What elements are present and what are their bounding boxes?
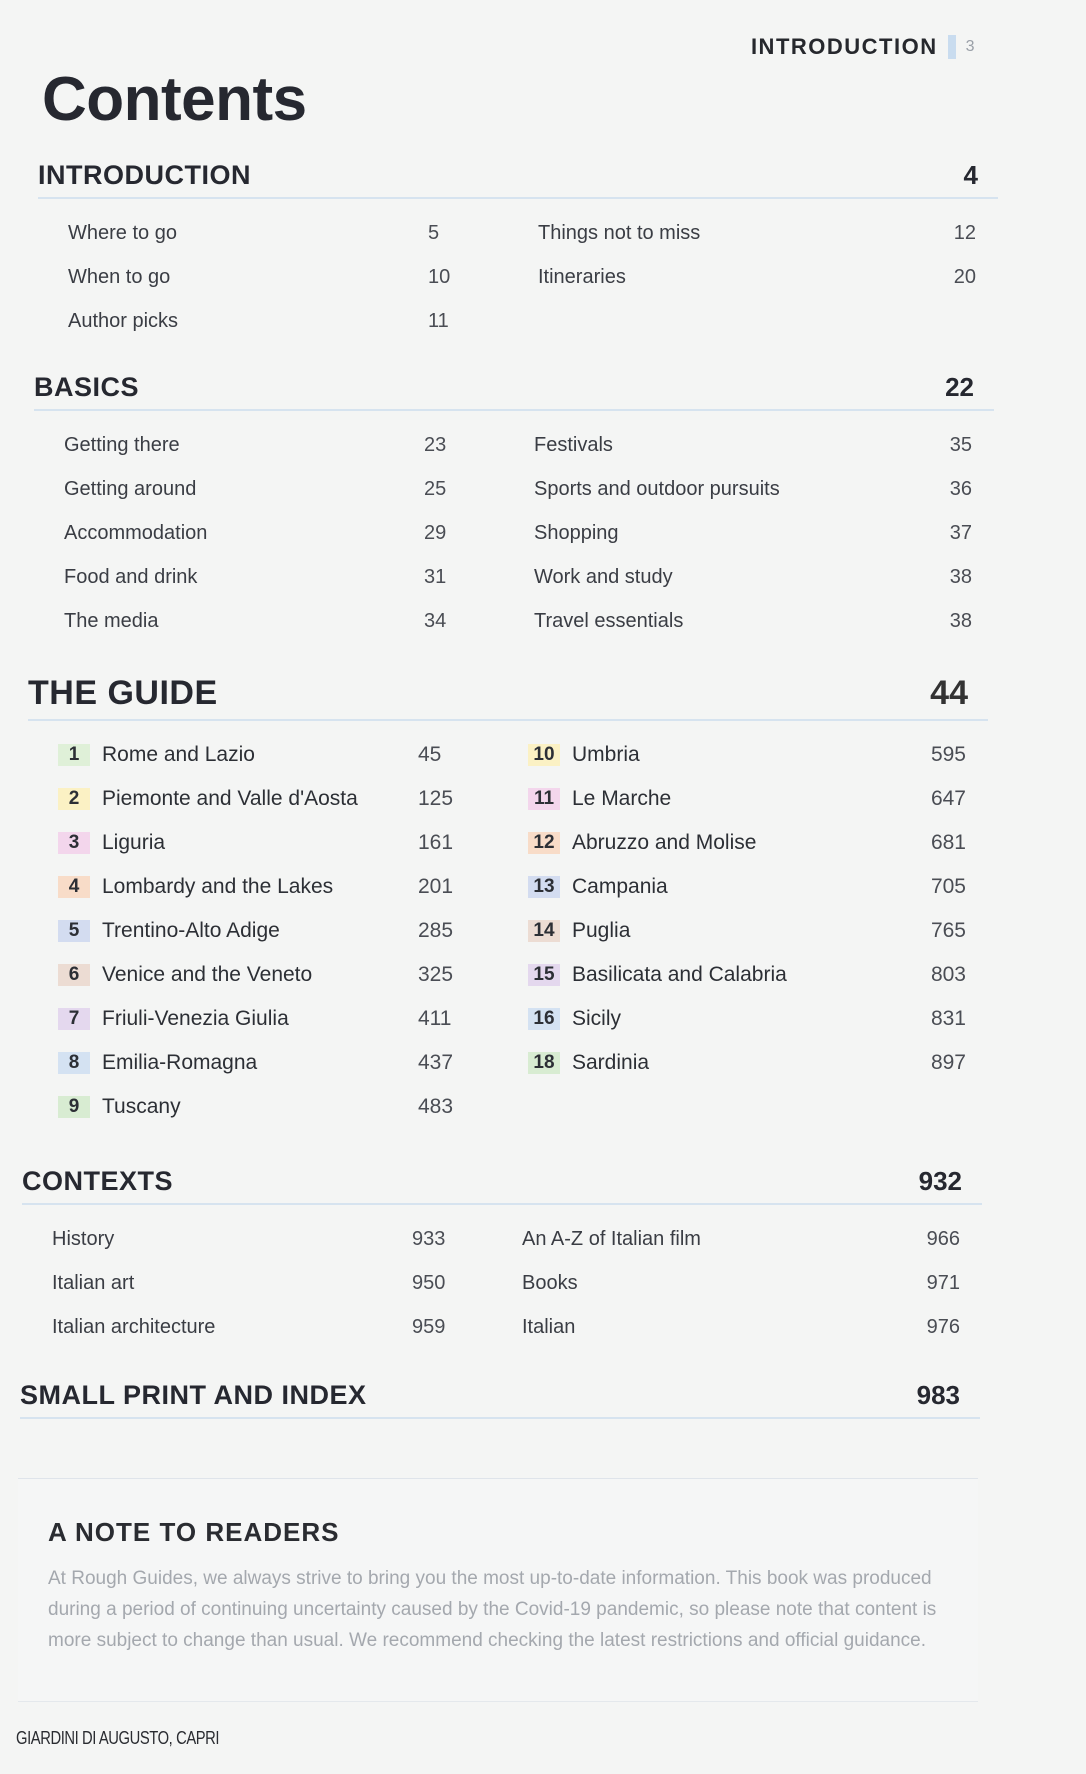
chapter-entry[interactable] bbox=[28, 821, 498, 865]
entry-page-number: 45 bbox=[418, 743, 442, 766]
chapter-entry[interactable] bbox=[518, 821, 988, 865]
chapter-number-badge: 8 bbox=[58, 1052, 90, 1074]
entry-page-number: 325 bbox=[418, 963, 454, 986]
entry-label: Abruzzo and Molise bbox=[572, 831, 757, 854]
entry-label-wrap bbox=[34, 522, 207, 545]
entry-label-wrap bbox=[518, 963, 787, 987]
entry-page-number: 161 bbox=[418, 831, 454, 854]
section-title: THE GUIDE bbox=[28, 674, 218, 712]
chapter-entry[interactable] bbox=[518, 909, 988, 953]
entry-label: Food and drink bbox=[64, 565, 198, 588]
entry-label-wrap bbox=[34, 566, 197, 589]
section-title: BASICS bbox=[34, 372, 140, 402]
section-header bbox=[28, 674, 988, 721]
entry-label-wrap bbox=[524, 434, 613, 457]
running-head bbox=[751, 34, 976, 60]
entry-label-wrap bbox=[518, 1051, 649, 1075]
entry-label-wrap bbox=[34, 434, 180, 457]
chapter-entry[interactable] bbox=[28, 997, 498, 1041]
entry-label-wrap bbox=[38, 222, 177, 245]
section-page[interactable]: 44 bbox=[930, 674, 968, 712]
entry-label: Travel essentials bbox=[534, 609, 684, 632]
toc-entry[interactable] bbox=[38, 299, 508, 343]
toc-entry[interactable] bbox=[38, 211, 508, 255]
entry-label-wrap bbox=[518, 1007, 621, 1031]
left-column bbox=[38, 211, 508, 343]
photo-caption: GIARDINI DI AUGUSTO, CAPRI bbox=[16, 1728, 220, 1748]
entry-page-number: 31 bbox=[424, 565, 447, 588]
running-head-label: INTRODUCTION bbox=[750, 34, 938, 59]
chapter-number-badge: 12 bbox=[528, 832, 560, 854]
entry-page-number: 705 bbox=[930, 875, 966, 898]
entry-label: Work and study bbox=[534, 565, 673, 588]
toc-entry[interactable] bbox=[528, 255, 998, 299]
entry-page-number: 933 bbox=[412, 1227, 446, 1250]
section-page[interactable]: 22 bbox=[945, 372, 974, 402]
section-page[interactable]: 4 bbox=[963, 160, 978, 190]
left-column bbox=[28, 733, 498, 1129]
toc-entry[interactable] bbox=[512, 1305, 982, 1349]
entry-label: Sports and outdoor pursuits bbox=[534, 477, 780, 500]
entry-label: When to go bbox=[68, 265, 171, 288]
entry-label-wrap bbox=[38, 310, 178, 333]
entry-page-number: 38 bbox=[949, 609, 972, 632]
chapter-number-badge: 3 bbox=[58, 832, 90, 854]
toc-entry[interactable] bbox=[34, 555, 504, 599]
entry-label: Italian art bbox=[52, 1271, 135, 1294]
entry-label: Tuscany bbox=[102, 1095, 181, 1118]
chapter-entry[interactable] bbox=[518, 865, 988, 909]
entry-page-number: 125 bbox=[418, 787, 454, 810]
entry-label: Shopping bbox=[534, 521, 619, 544]
entry-label: Rome and Lazio bbox=[102, 743, 255, 766]
toc-entry[interactable] bbox=[38, 255, 508, 299]
entry-label: An A-Z of Italian film bbox=[522, 1227, 701, 1250]
entry-label: Emilia-Romagna bbox=[102, 1051, 258, 1074]
chapter-number-badge: 7 bbox=[58, 1008, 90, 1030]
note-body: At Rough Guides, we always strive to bring you the most up-to-date information. This book was produced during a period of continuing uncertainty caused by the Covid-19 pandemic, so please note that content is more subject to change than usual. We recommend checking the latest restrictions and official guidance. bbox=[48, 1568, 937, 1651]
entry-label: Where to go bbox=[68, 221, 177, 244]
entry-label-wrap bbox=[518, 919, 630, 943]
section-header bbox=[38, 160, 998, 199]
entry-label: The media bbox=[64, 609, 159, 632]
entry-page-number: 966 bbox=[926, 1227, 960, 1250]
entry-label-wrap bbox=[528, 222, 700, 245]
toc-entry[interactable] bbox=[524, 555, 994, 599]
entry-label-wrap bbox=[34, 610, 159, 633]
entry-label: Puglia bbox=[572, 919, 631, 942]
entry-label: Friuli-Venezia Giulia bbox=[102, 1007, 289, 1030]
entry-label-wrap bbox=[518, 875, 668, 899]
entry-label-wrap bbox=[34, 478, 196, 501]
chapter-entry[interactable] bbox=[518, 733, 988, 777]
chapter-number-badge: 16 bbox=[528, 1008, 560, 1030]
entry-page-number: 20 bbox=[953, 265, 976, 288]
entry-label: Italian bbox=[522, 1315, 576, 1338]
entry-page-number: 5 bbox=[428, 221, 440, 244]
entry-page-number: 11 bbox=[428, 309, 449, 332]
entry-label: Umbria bbox=[572, 743, 640, 766]
entry-label-wrap bbox=[28, 743, 255, 767]
entry-label-wrap bbox=[512, 1272, 578, 1295]
entry-label-wrap bbox=[524, 610, 683, 633]
chapter-entry[interactable] bbox=[28, 733, 498, 777]
chapter-number-badge: 11 bbox=[528, 788, 560, 810]
toc-entry[interactable] bbox=[34, 599, 504, 643]
entry-label: Trentino-Alto Adige bbox=[102, 919, 280, 942]
toc-entry[interactable] bbox=[34, 467, 504, 511]
entry-label: Le Marche bbox=[572, 787, 672, 810]
entry-label: Lombardy and the Lakes bbox=[102, 875, 334, 898]
entry-page-number: 34 bbox=[424, 609, 447, 632]
entry-page-number: 37 bbox=[949, 521, 972, 544]
chapter-entry[interactable] bbox=[518, 1041, 988, 1085]
toc-entry[interactable] bbox=[528, 211, 998, 255]
chapter-entry[interactable] bbox=[28, 777, 498, 821]
entry-page-number: 971 bbox=[926, 1271, 960, 1294]
section-header bbox=[22, 1166, 982, 1205]
entry-page-number: 29 bbox=[424, 521, 447, 544]
entry-label: Accommodation bbox=[64, 521, 208, 544]
right-column bbox=[518, 733, 988, 1129]
entry-page-number: 595 bbox=[930, 743, 966, 766]
entry-label: Sicily bbox=[572, 1007, 622, 1030]
section-page[interactable]: 983 bbox=[916, 1380, 960, 1410]
entry-label: History bbox=[52, 1227, 115, 1250]
toc-entry[interactable] bbox=[22, 1305, 492, 1349]
entry-label: Itineraries bbox=[538, 265, 626, 288]
entry-label: Getting around bbox=[64, 477, 197, 500]
section-contexts bbox=[22, 1166, 982, 1349]
toc-entry[interactable] bbox=[34, 511, 504, 555]
entry-label-wrap bbox=[512, 1316, 575, 1339]
entry-page-number: 483 bbox=[418, 1095, 454, 1118]
entry-label: Basilicata and Calabria bbox=[572, 963, 787, 986]
entry-label-wrap bbox=[28, 831, 165, 855]
entry-page-number: 285 bbox=[418, 919, 454, 942]
section-page[interactable]: 932 bbox=[918, 1166, 962, 1196]
entry-page-number: 976 bbox=[926, 1315, 960, 1338]
right-column bbox=[512, 1217, 982, 1349]
chapter-entry[interactable] bbox=[518, 997, 988, 1041]
chapter-entry[interactable] bbox=[28, 1085, 498, 1129]
entry-label-wrap bbox=[512, 1228, 701, 1251]
toc-entry[interactable] bbox=[512, 1261, 982, 1305]
entry-label-wrap bbox=[518, 831, 756, 855]
toc-entry[interactable] bbox=[512, 1217, 982, 1261]
entry-label-wrap bbox=[518, 743, 640, 767]
left-column bbox=[34, 423, 504, 643]
toc-entry[interactable] bbox=[524, 467, 994, 511]
chapter-number-badge: 9 bbox=[58, 1096, 90, 1118]
left-column bbox=[22, 1217, 492, 1349]
entry-label: Italian architecture bbox=[52, 1315, 216, 1338]
chapter-number-badge: 10 bbox=[528, 744, 560, 766]
entry-label-wrap bbox=[524, 522, 619, 545]
entry-label-wrap bbox=[28, 1051, 257, 1075]
entry-label-wrap bbox=[524, 478, 780, 501]
toc-entry[interactable] bbox=[524, 423, 994, 467]
entry-page-number: 959 bbox=[412, 1315, 446, 1338]
chapter-number-badge: 13 bbox=[528, 876, 560, 898]
entry-page-number: 647 bbox=[930, 787, 966, 810]
chapter-entry[interactable] bbox=[28, 909, 498, 953]
entry-label: Liguria bbox=[102, 831, 166, 854]
section-title: SMALL PRINT AND INDEX bbox=[20, 1380, 367, 1410]
chapter-entry[interactable] bbox=[518, 777, 988, 821]
entry-label-wrap bbox=[524, 566, 673, 589]
section-small-print bbox=[20, 1380, 980, 1419]
entry-label: Venice and the Veneto bbox=[102, 963, 313, 986]
entry-label-wrap bbox=[28, 919, 280, 943]
entry-page-number: 35 bbox=[949, 433, 972, 456]
chapter-number-badge: 4 bbox=[58, 876, 90, 898]
page-title: Contents bbox=[42, 65, 307, 134]
section-introduction bbox=[38, 160, 998, 343]
toc-entry[interactable] bbox=[524, 599, 994, 643]
note-title: A NOTE TO READERS bbox=[48, 1517, 340, 1547]
entry-page-number: 803 bbox=[930, 963, 966, 986]
entry-page-number: 831 bbox=[930, 1007, 966, 1030]
entry-label: Getting there bbox=[64, 433, 180, 456]
entry-page-number: 38 bbox=[949, 565, 972, 588]
entry-label-wrap bbox=[528, 266, 626, 289]
entry-page-number: 897 bbox=[930, 1051, 966, 1074]
chapter-entry[interactable] bbox=[28, 1041, 498, 1085]
entry-label-wrap bbox=[28, 1007, 289, 1031]
entry-label-wrap bbox=[28, 963, 312, 987]
chapter-number-badge: 1 bbox=[58, 744, 90, 766]
chapter-number-badge: 15 bbox=[528, 964, 560, 986]
toc-entry[interactable] bbox=[34, 423, 504, 467]
entry-page-number: 23 bbox=[424, 433, 447, 456]
entry-page-number: 10 bbox=[428, 265, 451, 288]
toc-entry[interactable] bbox=[524, 511, 994, 555]
entry-page-number: 411 bbox=[418, 1007, 452, 1030]
entry-label-wrap bbox=[22, 1272, 134, 1295]
section-title: INTRODUCTION bbox=[38, 160, 251, 190]
section-title: CONTEXTS bbox=[22, 1166, 174, 1196]
section-header bbox=[34, 372, 994, 411]
entry-page-number: 36 bbox=[949, 477, 972, 500]
chapter-entry[interactable] bbox=[518, 953, 988, 997]
chapter-entry[interactable] bbox=[28, 865, 498, 909]
chapter-number-badge: 14 bbox=[528, 920, 560, 942]
note-to-readers-box bbox=[18, 1478, 978, 1702]
entry-label: Books bbox=[522, 1271, 578, 1294]
entry-label-wrap bbox=[28, 875, 333, 899]
entry-page-number: 950 bbox=[412, 1271, 446, 1294]
entry-label-wrap bbox=[28, 1095, 181, 1119]
chapter-number-badge: 18 bbox=[528, 1052, 560, 1074]
entry-page-number: 201 bbox=[418, 875, 454, 898]
entry-label: Piemonte and Valle d'Aosta bbox=[102, 787, 358, 810]
right-column bbox=[528, 211, 998, 343]
chapter-number-badge: 5 bbox=[58, 920, 90, 942]
entry-label-wrap bbox=[28, 787, 358, 811]
chapter-number-badge: 2 bbox=[58, 788, 90, 810]
page-tab-marker bbox=[948, 35, 956, 59]
chapter-number-badge: 6 bbox=[58, 964, 90, 986]
entry-label: Author picks bbox=[68, 309, 179, 332]
toc-entry[interactable] bbox=[22, 1217, 492, 1261]
entry-label: Sardinia bbox=[572, 1051, 650, 1074]
entry-label-wrap bbox=[22, 1316, 215, 1339]
entry-page-number: 12 bbox=[953, 221, 976, 244]
section-basics bbox=[34, 372, 994, 643]
entry-page-number: 765 bbox=[930, 919, 966, 942]
right-column bbox=[524, 423, 994, 643]
section-the-guide bbox=[28, 674, 988, 1129]
entry-page-number: 25 bbox=[424, 477, 447, 500]
chapter-entry[interactable] bbox=[28, 953, 498, 997]
entry-label-wrap bbox=[22, 1228, 114, 1251]
entry-label: Campania bbox=[572, 875, 668, 898]
page-number: 3 bbox=[965, 38, 976, 55]
section-header bbox=[20, 1380, 980, 1419]
entry-label-wrap bbox=[518, 787, 671, 811]
entry-page-number: 681 bbox=[930, 831, 966, 854]
entry-label: Things not to miss bbox=[538, 221, 701, 244]
toc-entry[interactable] bbox=[22, 1261, 492, 1305]
entry-page-number: 437 bbox=[418, 1051, 454, 1074]
entry-label-wrap bbox=[38, 266, 170, 289]
entry-label: Festivals bbox=[534, 433, 613, 456]
